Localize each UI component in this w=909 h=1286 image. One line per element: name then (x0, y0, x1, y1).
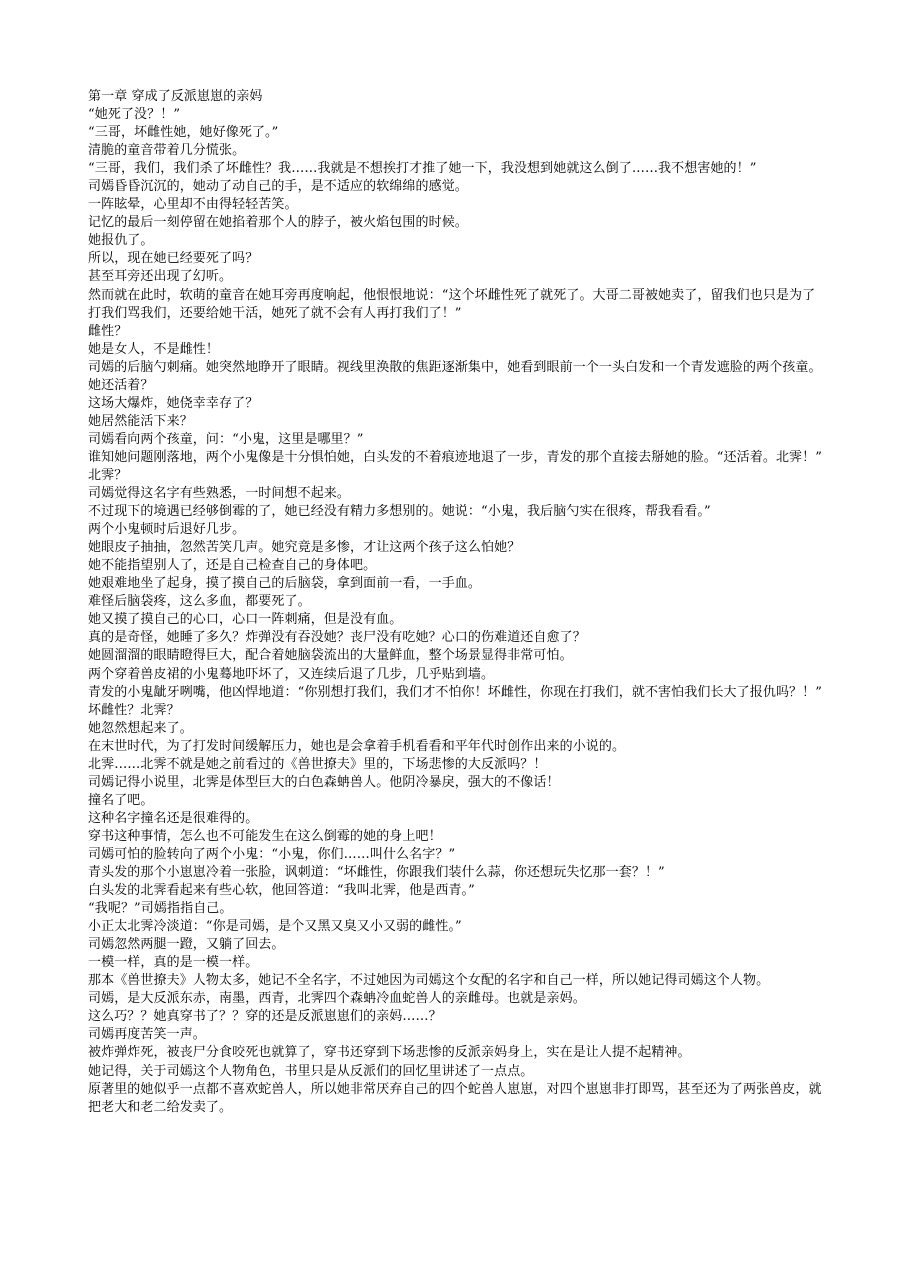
text-paragraph: 司嫣忽然两腿一蹬，又躺了回去。 (88, 937, 285, 953)
text-paragraph: 真的是奇怪，她睡了多久？炸弹没有吞没她？丧尸没有吃她？心口的伤难道还自愈了？ (88, 630, 586, 646)
text-paragraph: 小正太北霁冷淡道：“你是司嫣，是个又黑又臭又小又弱的雌性。” (88, 919, 462, 935)
text-paragraph: 清脆的童音带着几分慌张。 (88, 143, 246, 159)
text-paragraph: 撞名了吧。 (88, 792, 154, 808)
text-paragraph: 青发的小鬼龇牙咧嘴，他凶悍地道：“你别想打我们，我们才不怕你！坏雌性，你现在打我们，就不害怕我们长大了报仇吗？！” (88, 684, 822, 700)
text-paragraph: 白头发的北霁看起来有些心软，他回答道：“我叫北霁，他是西青。” (88, 883, 475, 899)
document-page (88, 88, 824, 1117)
text-paragraph: 两个小鬼顿时后退好几步。 (88, 522, 246, 538)
text-paragraph: 她眼皮子抽抽，忽然苦笑几声。她究竟是多惨，才让这两个孩子这么怕她？ (88, 540, 521, 556)
text-paragraph: 青头发的那个小崽崽冷着一张脸，讽刺道：“坏雌性，你跟我们装什么蒜，你还想玩失忆那一套？！” (88, 865, 665, 881)
text-paragraph: 不过现下的境遇已经够倒霉的了，她已经没有精力多想别的。她说：“小鬼，我后脑勺实在很疼，帮我看看。” (88, 504, 711, 520)
text-paragraph: 所以，现在她已经要死了吗？ (88, 251, 259, 267)
text-paragraph: 司嫣可怕的脸转向了两个小鬼：“小鬼，你们……叫什么名字？” (88, 846, 456, 862)
text-paragraph: 被炸弹炸死，被丧尸分食咬死也就算了，穿书还穿到下场悲惨的反派亲妈身上，实在是让人提不起精神。 (88, 1045, 691, 1061)
text-paragraph: 甚至耳旁还出现了幻听。 (88, 269, 233, 285)
text-paragraph: 她圆溜溜的眼睛瞪得巨大，配合着她脑袋流出的大量鲜血，整个场景显得非常可怕。 (88, 648, 573, 664)
text-paragraph: “我呢？”司嫣指指自己。 (88, 901, 233, 917)
chapter-title: 第一章 穿成了反派崽崽的亲妈 (88, 89, 263, 104)
text-paragraph: 她记得，关于司嫣这个人物角色，书里只是从反派们的回忆里讲述了一点点。 (88, 1063, 534, 1079)
text-paragraph: 司嫣的后脑勺刺痛。她突然地睁开了眼睛。视线里涣散的焦距逐渐集中，她看到眼前一个一头白发和一个青发遮脸的两个孩童。 (88, 359, 822, 375)
text-paragraph: 原著里的她似乎一点都不喜欢蛇兽人，所以她非常厌弃自己的四个蛇兽人崽崽，对四个崽崽非打即骂，甚至还为了两张兽皮，就把老大和老二给发卖了。 (88, 1081, 822, 1115)
text-paragraph: 北霁？ (88, 467, 128, 483)
text-paragraph: “三哥，我们，我们杀了坏雌性？我……我就是不想挨打才推了她一下，我没想到她就这么倒了……我不想害她的！” (88, 161, 757, 177)
text-paragraph: 那本《兽世撩夫》人物太多，她记不全名字，不过她因为司嫣这个女配的名字和自己一样，所以她记得司嫣这个人物。 (88, 973, 770, 989)
text-paragraph: 一模一样，真的是一模一样。 (88, 955, 259, 971)
text-paragraph: 雌性？ (88, 323, 128, 339)
text-paragraph: 两个穿着兽皮裙的小鬼蓦地吓坏了，又连续后退了几步，几乎贴到墙。 (88, 666, 495, 682)
text-paragraph: 司嫣昏昏沉沉的，她动了动自己的手，是不适应的软绵绵的感觉。 (88, 179, 468, 195)
text-paragraph: 坏雌性？北霁？ (88, 702, 180, 718)
text-paragraph: 穿书这种事情，怎么也不可能发生在这么倒霉的她的身上吧！ (88, 828, 442, 844)
text-paragraph: 司嫣记得小说里，北霁是体型巨大的白色森蚺兽人。他阴冷暴戾，强大的不像话！ (88, 774, 560, 790)
text-paragraph: 然而就在此时，软萌的童音在她耳旁再度响起，他恨恨地说：“这个坏雌性死了就死了。大哥二哥被她卖了，留我们也只是为了打我们骂我们，还要给她干活，她死了就不会有人再打我们了！” (88, 287, 816, 321)
text-paragraph: 司嫣再度苦笑一声。 (88, 1027, 206, 1043)
text-paragraph: 记忆的最后一刻停留在她掐着那个人的脖子，被火焰包围的时候。 (88, 215, 468, 231)
text-paragraph: 她是女人，不是雌性！ (88, 341, 220, 357)
text-paragraph: 司嫣，是大反派东赤，南墨，西青，北霁四个森蚺冷血蛇兽人的亲雌母。也就是亲妈。 (88, 991, 586, 1007)
text-paragraph: 在末世时代，为了打发时间缓解压力，她也是会拿着手机看看和平年代时创作出来的小说的。 (88, 738, 626, 754)
text-paragraph: 她忽然想起来了。 (88, 720, 193, 736)
text-paragraph: 她还活着？ (88, 377, 154, 393)
text-paragraph: “三哥，坏雌性她，她好像死了。” (88, 125, 279, 141)
text-paragraph: 司嫣看向两个孩童，问：“小鬼，这里是哪里？” (88, 431, 364, 447)
text-paragraph: 她居然能活下来？ (88, 413, 193, 429)
text-paragraph: 这场大爆炸，她侥幸幸存了？ (88, 395, 259, 411)
text-paragraph: 一阵眩晕，心里却不由得轻轻苦笑。 (88, 197, 298, 213)
text-paragraph: 司嫣觉得这名字有些熟悉，一时间想不起来。 (88, 486, 351, 502)
text-paragraph: 她又摸了摸自己的心口，心口一阵刺痛，但是没有血。 (88, 612, 403, 628)
text-paragraph: 这种名字撞名还是很难得的。 (88, 810, 259, 826)
text-paragraph: 她艰难地坐了起身，摸了摸自己的后脑袋，拿到面前一看，一手血。 (88, 576, 482, 592)
text-paragraph: 北霁……北霁不就是她之前看过的《兽世撩夫》里的，下场悲惨的大反派吗？！ (88, 756, 547, 772)
text-paragraph: 她报仇了。 (88, 233, 154, 249)
text-paragraph: 谁知她问题刚落地，两个小鬼像是十分惧怕她，白头发的不着痕迹地退了一步，青发的那个直接去掰她的脸。“还活着。北霁！” (88, 449, 822, 465)
text-paragraph: “她死了没？！” (88, 107, 181, 123)
text-paragraph: 这么巧？？她真穿书了？？穿的还是反派崽崽们的亲妈……？ (88, 1009, 442, 1025)
text-paragraph: 她不能指望别人了，还是自己检查自己的身体吧。 (88, 558, 377, 574)
text-paragraph: 难怪后脑袋疼，这么多血，都要死了。 (88, 594, 311, 610)
